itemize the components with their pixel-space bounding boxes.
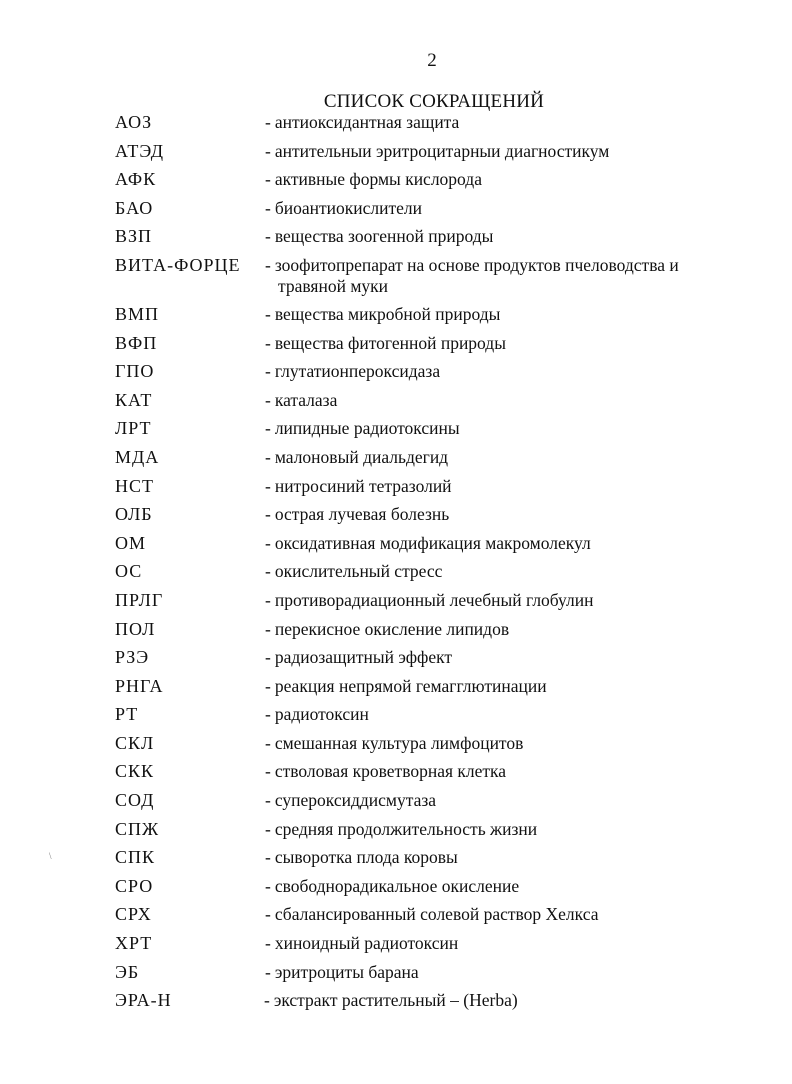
abbreviation-row bbox=[0, 251, 792, 300]
abbreviation-term: ОЛБ bbox=[115, 504, 153, 525]
definition-dash: - bbox=[265, 704, 271, 725]
abbreviation-row bbox=[0, 700, 792, 729]
abbreviation-definition bbox=[264, 990, 734, 1011]
definition-dash: - bbox=[265, 618, 271, 639]
abbreviation-row bbox=[0, 929, 792, 958]
definition-dash: - bbox=[265, 140, 271, 161]
abbreviation-definition bbox=[265, 619, 735, 640]
abbreviation-definition bbox=[265, 169, 735, 190]
definition-text: стволовая кроветворная клетка bbox=[274, 761, 507, 782]
abbreviation-term: РНГА bbox=[115, 675, 164, 696]
definition-text: каталаза bbox=[274, 389, 338, 410]
definition-text: вещества зоогенной природы bbox=[274, 226, 494, 247]
abbreviation-row bbox=[0, 586, 792, 615]
abbreviation-definition bbox=[265, 504, 735, 525]
abbreviation-definition bbox=[265, 590, 735, 611]
abbreviation-definition bbox=[265, 390, 735, 411]
abbreviation-term: ВИТА-ФОРЦЕ bbox=[115, 254, 241, 275]
definition-dash: - bbox=[264, 990, 270, 1011]
abbreviation-row bbox=[0, 414, 792, 443]
definition-text: липидные радиотоксины bbox=[274, 418, 460, 439]
definition-text: оксидативная модификация макромолекул bbox=[274, 532, 591, 553]
abbreviation-term: ВЗП bbox=[115, 226, 153, 247]
abbreviation-row bbox=[0, 958, 792, 987]
definition-dash: - bbox=[265, 761, 271, 782]
definition-text: перекисное окисление липидов bbox=[274, 618, 510, 639]
abbreviation-row bbox=[0, 615, 792, 644]
abbreviation-row bbox=[0, 729, 792, 758]
abbreviation-definition bbox=[265, 447, 735, 468]
abbreviation-term: СРО bbox=[115, 875, 154, 896]
abbreviation-definition bbox=[265, 418, 735, 439]
definition-text: реакция непрямой гемагглютинации bbox=[274, 675, 547, 696]
abbreviation-term: КАТ bbox=[115, 389, 153, 410]
abbreviation-definition bbox=[265, 198, 735, 219]
definition-dash: - bbox=[265, 361, 271, 382]
abbreviation-definition bbox=[265, 533, 735, 554]
definition-dash: - bbox=[265, 675, 271, 696]
abbreviation-term: ВФП bbox=[115, 332, 158, 353]
definition-dash: - bbox=[265, 589, 271, 610]
abbreviation-definition bbox=[265, 847, 735, 868]
abbreviation-definition bbox=[265, 561, 735, 582]
page-title: СПИСОК СОКРАЩЕНИЙ bbox=[323, 91, 545, 112]
abbreviation-term: ОС bbox=[115, 561, 143, 582]
definition-dash: - bbox=[265, 418, 271, 439]
abbreviation-definition bbox=[265, 790, 735, 811]
abbreviation-row bbox=[0, 529, 792, 558]
abbreviation-term: НСТ bbox=[115, 475, 154, 496]
definition-dash: - bbox=[265, 904, 271, 925]
abbreviation-definition bbox=[265, 876, 735, 897]
definition-text: глутатионпероксидаза bbox=[274, 361, 441, 382]
definition-dash: - bbox=[265, 504, 271, 525]
abbreviation-row bbox=[0, 643, 792, 672]
margin-mark: \ bbox=[49, 851, 52, 861]
abbreviation-row bbox=[0, 357, 792, 386]
abbreviation-term: СПЖ bbox=[115, 818, 160, 839]
abbreviation-row bbox=[0, 472, 792, 501]
abbreviation-row bbox=[0, 986, 792, 1015]
abbreviation-definition bbox=[265, 255, 748, 297]
abbreviation-term: ВМП bbox=[115, 303, 160, 324]
definition-text: экстракт растительный – (Herba) bbox=[273, 990, 518, 1011]
definition-text: сбалансированный солевой раствор Хелкса bbox=[274, 904, 599, 925]
page-number: 2 bbox=[427, 50, 437, 71]
abbreviation-definition bbox=[265, 819, 735, 840]
definition-text: острая лучевая болезнь bbox=[274, 504, 450, 525]
definition-dash: - bbox=[265, 332, 271, 353]
abbreviation-term: ПРЛГ bbox=[115, 589, 164, 610]
definition-text: биоантиокислители bbox=[274, 197, 422, 218]
abbreviation-definition bbox=[265, 733, 735, 754]
abbreviation-row bbox=[0, 300, 792, 329]
definition-text: свободнорадикальное окисление bbox=[274, 875, 520, 896]
abbreviation-definition bbox=[265, 304, 735, 325]
definition-dash: - bbox=[265, 446, 271, 467]
abbreviation-row bbox=[0, 222, 792, 251]
abbreviation-term: РТ bbox=[115, 704, 139, 725]
definition-text: антиоксидантная защита bbox=[274, 112, 460, 132]
definition-dash: - bbox=[265, 818, 271, 839]
definition-dash: - bbox=[265, 532, 271, 553]
definition-text: эритроциты барана bbox=[274, 961, 419, 982]
definition-dash: - bbox=[265, 169, 271, 190]
definition-dash: - bbox=[265, 303, 271, 324]
definition-dash: - bbox=[265, 389, 271, 410]
abbreviation-row bbox=[0, 165, 792, 194]
definition-text: смешанная культура лимфоцитов bbox=[274, 732, 524, 753]
abbreviation-row bbox=[0, 557, 792, 586]
abbreviation-row bbox=[0, 194, 792, 223]
definition-text: супероксиддисмутаза bbox=[274, 790, 437, 811]
abbreviation-row bbox=[0, 872, 792, 901]
abbreviation-term: ЛРТ bbox=[115, 418, 152, 439]
abbreviation-row bbox=[0, 329, 792, 358]
definition-dash: - bbox=[265, 790, 271, 811]
abbreviation-row bbox=[0, 500, 792, 529]
abbreviation-definition bbox=[265, 141, 735, 162]
abbreviation-definition bbox=[265, 476, 735, 497]
abbreviation-term: ОМ bbox=[115, 532, 147, 553]
abbreviation-list bbox=[0, 108, 792, 1015]
abbreviation-definition bbox=[265, 676, 735, 697]
abbreviation-term: ХРТ bbox=[115, 933, 153, 954]
definition-dash: - bbox=[265, 732, 271, 753]
abbreviation-definition bbox=[265, 933, 735, 954]
abbreviation-term: РЗЭ bbox=[115, 647, 150, 668]
abbreviation-term: ЭБ bbox=[115, 961, 140, 982]
definition-text: средняя продолжительность жизни bbox=[274, 818, 538, 839]
definition-text: сыворотка плода коровы bbox=[274, 847, 458, 868]
definition-dash: - bbox=[265, 254, 271, 275]
definition-dash: - bbox=[265, 197, 271, 218]
abbreviation-term: СОД bbox=[115, 790, 155, 811]
abbreviation-row bbox=[0, 108, 792, 137]
abbreviation-definition bbox=[265, 112, 735, 133]
definition-text: окислительный стресс bbox=[274, 561, 443, 582]
abbreviation-row bbox=[0, 443, 792, 472]
abbreviation-definition bbox=[265, 226, 735, 247]
abbreviation-definition bbox=[265, 333, 735, 354]
definition-text: зоофитопрепарат на основе продуктов пчеловодства и травяной муки bbox=[274, 254, 679, 296]
abbreviation-definition bbox=[265, 761, 735, 782]
definition-dash: - bbox=[265, 847, 271, 868]
abbreviation-term: БАО bbox=[115, 197, 154, 218]
abbreviation-row bbox=[0, 672, 792, 701]
abbreviation-row bbox=[0, 900, 792, 929]
abbreviation-term: МДА bbox=[115, 446, 160, 467]
abbreviation-definition bbox=[265, 904, 735, 925]
abbreviation-term: ЭРА-Н bbox=[115, 990, 172, 1011]
abbreviation-term: ГПО bbox=[115, 361, 155, 382]
definition-text: хиноидный радиотоксин bbox=[274, 933, 459, 954]
definition-text: вещества фитогенной природы bbox=[274, 332, 506, 353]
abbreviation-term: ПОЛ bbox=[115, 618, 156, 639]
definition-text: нитросиний тетразолий bbox=[274, 475, 452, 496]
abbreviation-definition bbox=[265, 361, 735, 382]
abbreviation-definition bbox=[265, 704, 735, 725]
definition-dash: - bbox=[265, 647, 271, 668]
definition-dash: - bbox=[265, 112, 271, 132]
definition-text: антительныи эритроцитарныи диагностикум bbox=[274, 140, 610, 161]
definition-text: активные формы кислорода bbox=[274, 169, 482, 190]
abbreviation-row bbox=[0, 843, 792, 872]
abbreviation-definition bbox=[265, 962, 735, 983]
abbreviation-term: АФК bbox=[115, 169, 157, 190]
abbreviation-row bbox=[0, 815, 792, 844]
abbreviation-term: СКЛ bbox=[115, 732, 155, 753]
definition-dash: - bbox=[265, 475, 271, 496]
definition-dash: - bbox=[265, 561, 271, 582]
abbreviation-term: АТЭД bbox=[115, 140, 165, 161]
abbreviation-row bbox=[0, 757, 792, 786]
definition-dash: - bbox=[265, 933, 271, 954]
definition-text: радиотоксин bbox=[274, 704, 369, 725]
abbreviation-term: СПК bbox=[115, 847, 156, 868]
definition-text: противорадиационный лечебный глобулин bbox=[274, 589, 594, 610]
abbreviation-row bbox=[0, 137, 792, 166]
definition-text: радиозащитный эффект bbox=[274, 647, 453, 668]
abbreviation-term: СРХ bbox=[115, 904, 152, 925]
abbreviation-term: СКК bbox=[115, 761, 155, 782]
definition-text: малоновый диальдегид bbox=[274, 446, 449, 467]
definition-dash: - bbox=[265, 226, 271, 247]
abbreviation-term: АОЗ bbox=[115, 112, 153, 132]
abbreviation-row bbox=[0, 786, 792, 815]
definition-dash: - bbox=[265, 875, 271, 896]
abbreviation-definition bbox=[265, 647, 735, 668]
definition-text: вещества микробной природы bbox=[274, 303, 501, 324]
abbreviation-row bbox=[0, 386, 792, 415]
definition-dash: - bbox=[265, 961, 271, 982]
